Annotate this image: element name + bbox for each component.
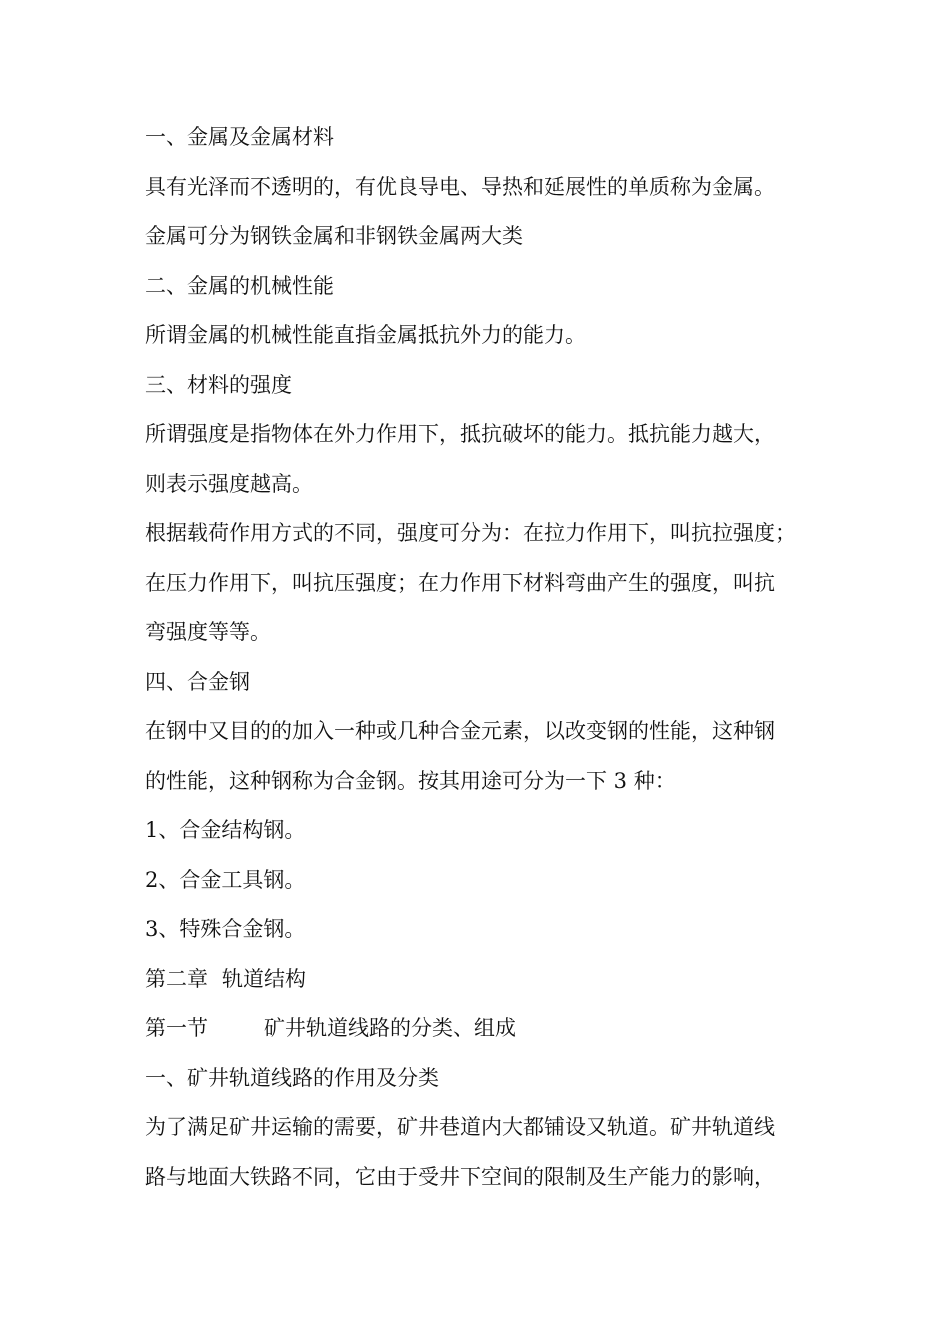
section-heading [145,1009,825,1059]
paragraph-line: 金属可分为钢铁金属和非钢铁金属两大类 [145,224,523,248]
heading-alloy-steel: 四、合金钢 [145,669,250,694]
paragraph-line: 所谓强度是指物体在外力作用下，抵抗破坏的能力。抵抗能力越大， [145,422,775,446]
paragraph-line: 弯强度等等。 [145,620,271,644]
paragraph-line: 具有光泽而不透明的，有优良导电、导热和延展性的单质称为金属。 [145,174,775,199]
heading-metals: 一、金属及金属材料 [145,125,334,149]
heading-track-classification: 一、矿井轨道线路的作用及分类 [145,1065,439,1090]
list-item: 1、合金结构钢。 [145,818,306,842]
paragraph-line: 则表示强度越高。 [145,471,313,496]
paragraph-line: 在压力作用下，叫抗压强度；在力作用下材料弯曲产生的强度，叫抗 [145,570,775,595]
section-label: 第一节 [145,1016,208,1040]
heading-strength: 三、材料的强度 [145,372,292,397]
list-item: 2、合金工具钢。 [145,867,306,892]
list-item: 3、特殊合金钢。 [145,917,306,941]
paragraph-line: 所谓金属的机械性能直指金属抵抗外力的能力。 [145,323,586,347]
paragraph-line: 路与地面大铁路不同，它由于受井下空间的限制及生产能力的影响， [145,1164,775,1189]
paragraph-line: 为了满足矿井运输的需要，矿井巷道内大都铺设又轨道。矿井轨道线 [145,1115,775,1139]
document-page [145,118,825,1207]
chapter-heading [145,960,825,1010]
paragraph-line: 根据载荷作用方式的不同，强度可分为：在拉力作用下，叫抗拉强度； [145,521,796,545]
chapter-title: 轨道结构 [222,966,306,991]
paragraph-line: 的性能，这种钢称为合金钢。按其用途可分为一下 3 种： [145,768,676,793]
section-title: 矿井轨道线路的分类、组成 [264,1016,516,1040]
paragraph-line: 在钢中又目的的加入一种或几种合金元素，以改变钢的性能，这种钢 [145,719,775,743]
chapter-label: 第二章 [145,966,208,991]
heading-mechanical-properties: 二、金属的机械性能 [145,273,334,298]
